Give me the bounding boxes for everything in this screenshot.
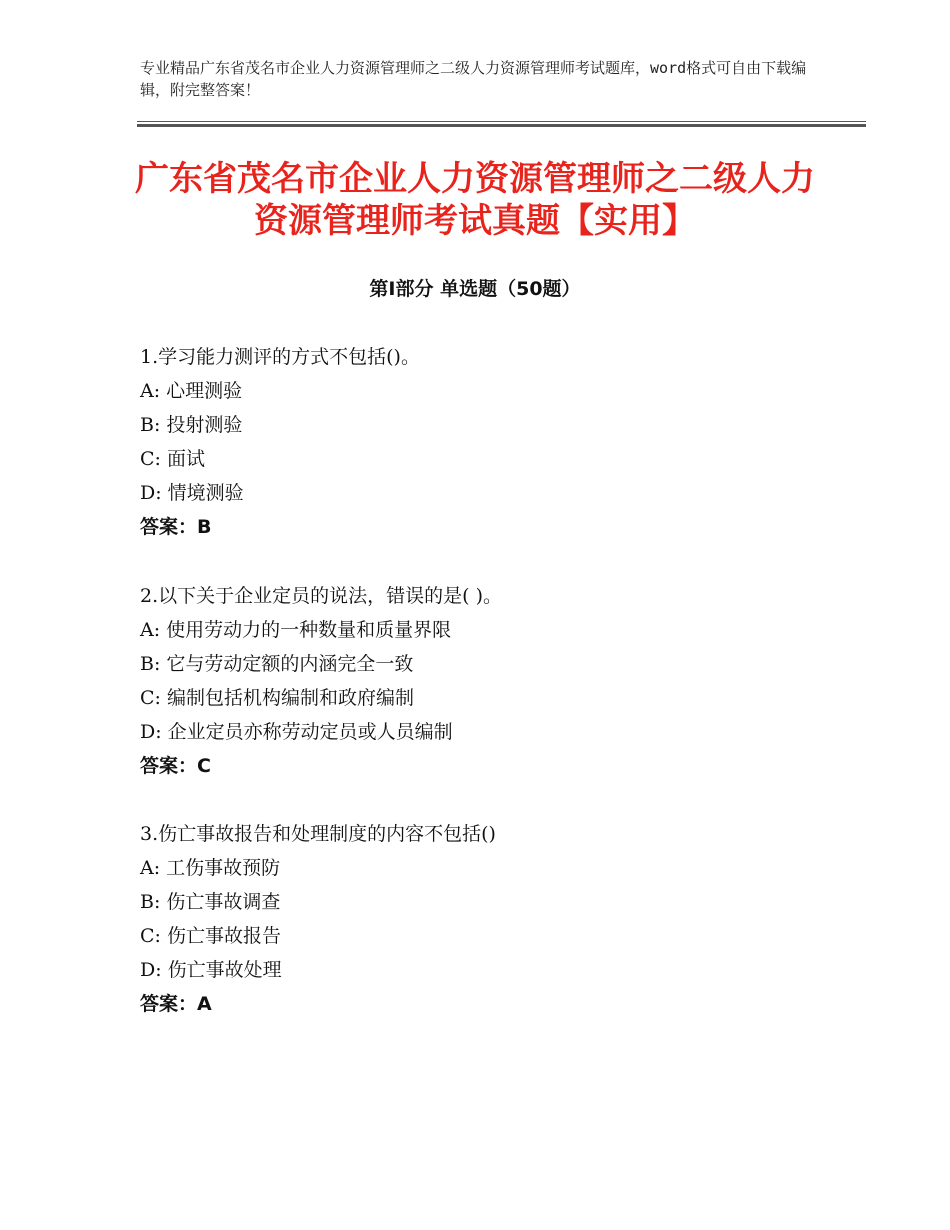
question-block-1: [140, 340, 840, 544]
header-divider-thick: [137, 124, 866, 127]
question-stem: 2.以下关于企业定员的说法，错误的是( )。: [140, 585, 502, 607]
option-b: B: 伤亡事故调查: [140, 891, 281, 913]
question-stem: 1.学习能力测评的方式不包括()。: [140, 346, 420, 368]
option-d: D: 情境测验: [140, 482, 244, 504]
answer-label: 答案：A: [140, 993, 212, 1015]
option-c: C: 编制包括机构编制和政府编制: [140, 687, 414, 709]
question-stem: 3.伤亡事故报告和处理制度的内容不包括(): [140, 823, 496, 845]
option-a: A: 使用劳动力的一种数量和质量界限: [140, 619, 452, 641]
header-divider-thin: [137, 121, 866, 122]
option-b: B: 它与劳动定额的内涵完全一致: [140, 653, 414, 675]
option-d: D: 伤亡事故处理: [140, 959, 282, 981]
option-a: A: 心理测验: [140, 380, 243, 402]
header-note: 专业精品广东省茂名市企业人力资源管理师之二级人力资源管理师考试题库，word格式可自由下载编辑，附完整答案！: [140, 59, 807, 99]
option-c: C: 面试: [140, 448, 205, 470]
option-d: D: 企业定员亦称劳动定员或人员编制: [140, 721, 453, 743]
answer-label: 答案：C: [140, 755, 211, 777]
option-c: C: 伤亡事故报告: [140, 925, 281, 947]
section-heading: 第Ⅰ部分 单选题（50题）: [369, 278, 581, 300]
answer-label: 答案：B: [140, 516, 212, 538]
question-block-3: [140, 817, 840, 1021]
option-a: A: 工伤事故预防: [140, 857, 281, 879]
option-b: B: 投射测验: [140, 414, 243, 436]
document-title: 广东省茂名市企业人力资源管理师之二级人力资源管理师考试真题【实用】: [135, 159, 815, 241]
question-block-2: [140, 579, 840, 783]
